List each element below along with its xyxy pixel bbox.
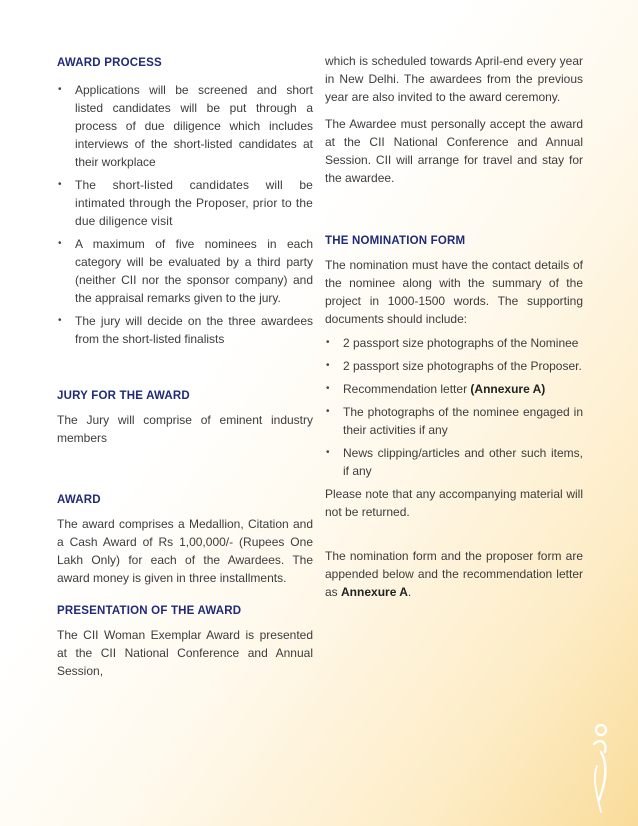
- closing-bold: Annexure A: [341, 585, 408, 599]
- list-item: • The photographs of the nominee engaged in their activities if any: [325, 403, 583, 439]
- list-item: • Applications will be screened and short listed candidates will be put through a process of due diligence which includes interviews of the short-listed candidates at their workplace: [57, 81, 313, 171]
- nomination-closing: [325, 547, 583, 601]
- award-process-heading: AWARD PROCESS: [57, 57, 162, 69]
- list-item: • 2 passport size photographs of the Proposer.: [325, 357, 583, 375]
- nomination-documents-list: [325, 334, 583, 480]
- presentation-text-part2: which is scheduled towards April-end every year in New Delhi. The awardees from the previous year are also invited to the award ceremony.: [325, 54, 583, 104]
- list-item: • The jury will decide on the three awardees from the short-listed finalists: [57, 312, 313, 348]
- nomination-heading: THE NOMINATION FORM: [325, 235, 466, 247]
- presentation-text-2: The Awardee must personally accept the award at the CII National Conference and Annual Session. CII will arrange for travel and stay for the awardee.: [325, 117, 583, 185]
- jury-text: The Jury will comprise of eminent industry members: [57, 413, 313, 445]
- jury-heading: JURY FOR THE AWARD: [57, 390, 190, 402]
- annexure-bullet-prefix: Recommendation letter: [343, 382, 471, 396]
- nomination-note: Please note that any accompanying material will not be returned.: [325, 487, 583, 519]
- annexure-bullet-bold: (Annexure A): [470, 382, 546, 396]
- presentation-text-part1: The CII Woman Exemplar Award is presented at the CII National Conference and Annual Session,: [57, 628, 313, 678]
- closing-prefix: The nomination form and the proposer form are appended below and the recommendation letter as: [325, 549, 583, 599]
- list-item: [325, 380, 583, 398]
- list-item: • 2 passport size photographs of the Nominee: [325, 334, 583, 352]
- closing-suffix: .: [407, 585, 412, 599]
- left-column: [57, 56, 313, 680]
- right-column: [325, 56, 583, 601]
- figure-logo-icon: [585, 716, 613, 816]
- award-heading: AWARD: [57, 494, 101, 506]
- list-item: • News clipping/articles and other such items, if any: [325, 444, 583, 480]
- award-text: The award comprises a Medallion, Citation and a Cash Award of Rs 1,00,000/- (Rupees One Lakh Only) for each of the Awardees. The award money is given in three installments.: [57, 517, 313, 585]
- presentation-heading: PRESENTATION OF THE AWARD: [57, 605, 242, 617]
- list-item: • A maximum of five nominees in each category will be evaluated by a third party (neither CII nor the sponsor company) and the appraisal remarks given to the jury.: [57, 235, 313, 307]
- nomination-intro: The nomination must have the contact details of the nominee along with the summary of the project in 1000-1500 words. The supporting documents should include:: [325, 258, 583, 326]
- award-process-list: [57, 81, 313, 348]
- list-item: • The short-listed candidates will be intimated through the Proposer, prior to the due diligence visit: [57, 176, 313, 230]
